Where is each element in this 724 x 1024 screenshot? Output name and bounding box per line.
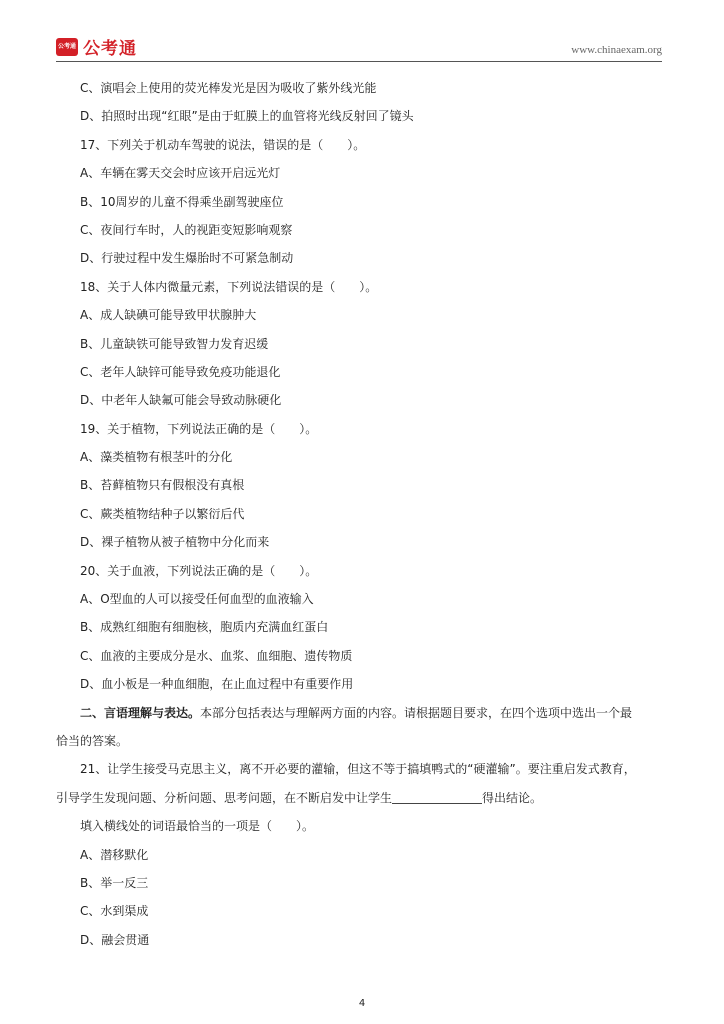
question-18: 18、关于人体内微量元素，下列说法错误的是（ ）。 [80, 279, 378, 294]
option-20-c: C、血液的主要成分是水、血浆、血细胞、遗传物质 [80, 648, 353, 663]
option-17-c: C、夜间行车时，人的视距变短影响观察 [80, 222, 293, 237]
option-19-d: D、裸子植物从被子植物中分化而来 [80, 535, 270, 550]
option-18-d: D、中老年人缺氟可能会导致动脉硬化 [80, 393, 282, 408]
section-heading [80, 699, 670, 727]
option-18-a: A、成人缺碘可能导致甲状腺肿大 [80, 308, 257, 323]
option-19-c: C、蕨类植物结种子以繁衍后代 [80, 506, 245, 521]
page-header [0, 0, 724, 64]
question-17: 17、下列关于机动车驾驶的说法，错误的是（ ）。 [80, 137, 366, 152]
option-21-b: B、举一反三 [80, 875, 149, 890]
section-description-cont: 恰当的答案。 [56, 733, 129, 748]
option-17-d: D、行驶过程中发生爆胎时不可紧急制动 [80, 251, 294, 266]
logo-text: 公考通 [83, 39, 137, 59]
option-16-d: D、拍照时出现“红眼”是由于虹膜上的血管将光线反射回了镜头 [80, 109, 414, 124]
option-18-c: C、老年人缺锌可能导致免疫功能退化 [80, 364, 281, 379]
option-21-a: A、潜移默化 [80, 847, 149, 862]
question-21-prompt: 填入横线处的词语最恰当的一项是（ ）。 [80, 819, 315, 834]
question-20: 20、关于血液，下列说法正确的是（ ）。 [80, 563, 318, 578]
option-17-b: B、10周岁的儿童不得乘坐副驾驶座位 [80, 194, 284, 209]
option-16-c: C、演唱会上使用的荧光棒发光是因为吸收了紫外线光能 [80, 81, 377, 95]
document-body [56, 74, 670, 954]
option-19-a: A、藻类植物有根茎叶的分化 [80, 450, 233, 465]
option-21-c: C、水到渠成 [80, 904, 149, 919]
option-20-d: D、血小板是一种血细胞，在止血过程中有重要作用 [80, 677, 354, 692]
question-21-end: 得出结论。 [482, 790, 543, 805]
header-divider [56, 61, 662, 62]
option-21-d: D、融会贯通 [80, 932, 150, 947]
section-description: 本部分包括表达与理解两方面的内容。请根据题目要求，在四个选项中选出一个最 [200, 705, 633, 720]
option-20-a: A、O型血的人可以接受任何血型的血液输入 [80, 592, 314, 607]
option-19-b: B、苔藓植物只有假根没有真根 [80, 478, 245, 493]
section-title: 二、言语理解与表达。 [80, 705, 201, 720]
question-21: 21、让学生接受马克思主义，离不开必要的灌输，但这不等于搞填鸭式的“硬灌输”。要注重启发式教育， [80, 762, 636, 777]
question-21-cont [56, 784, 668, 812]
question-21-text: 引导学生发现问题、分析问题、思考问题，在不断启发中让学生 [56, 790, 393, 805]
logo-badge: 公考通 [56, 38, 78, 56]
option-17-a: A、车辆在雾天交会时应该开启远光灯 [80, 166, 281, 181]
site-url: www.chinaexam.org [571, 44, 662, 56]
page-number: 4 [358, 998, 366, 1009]
question-19: 19、关于植物，下列说法正确的是（ ）。 [80, 421, 318, 436]
option-18-b: B、儿童缺铁可能导致智力发育迟缓 [80, 336, 269, 351]
answer-blank [392, 791, 482, 804]
option-20-b: B、成熟红细胞有细胞核，胞质内充满血红蛋白 [80, 620, 329, 635]
logo [56, 34, 137, 59]
